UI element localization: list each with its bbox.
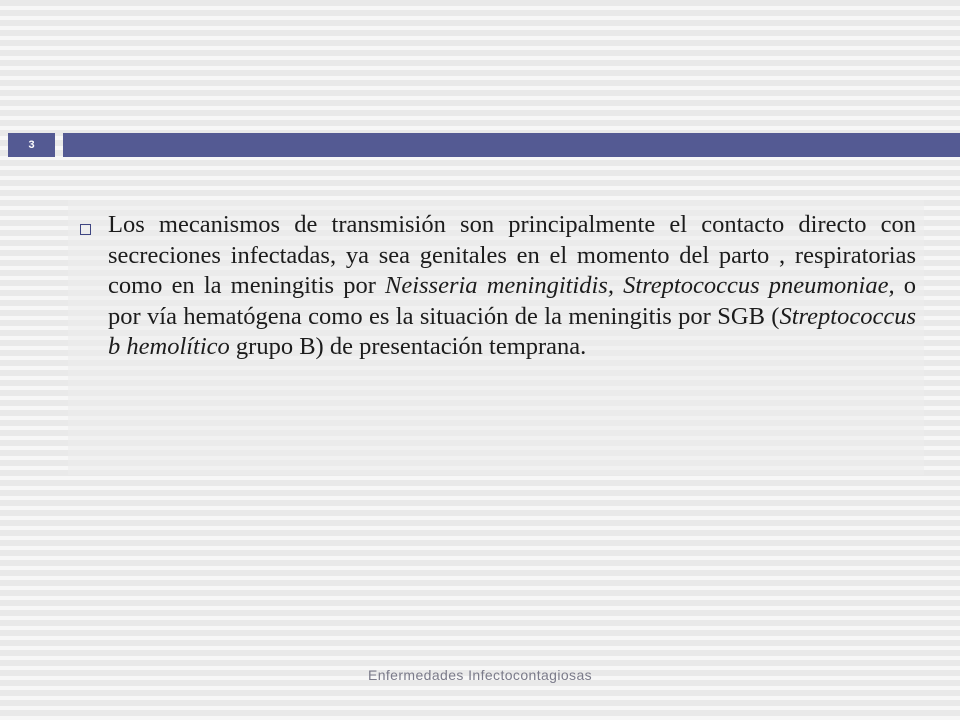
bullet-text-italic-1: Neisseria meningitidis, Streptococcus pneumoniae, [385,272,895,299]
hollow-square-bullet-icon [80,224,91,235]
bullet-text-part-2: o por vía hematógena como es la situación de la meningitis por SGB ( [108,272,916,330]
header-bar [63,133,960,157]
slide-number-badge [8,133,55,157]
bullet-text [108,210,916,363]
slide-number: 3 [28,139,35,151]
bullet-text-part-1: Los mecanismos de transmisión son principalmente el contacto directo con secreciones infectadas, ya sea genitales en el momento del parto , respiratorias como en la meningitis por [108,211,916,299]
content-area [68,200,924,475]
bullet-item [80,210,916,363]
bullet-text-part-3: grupo B) de presentación temprana. [229,333,587,360]
bullet-text-italic-2: Streptococcus b hemolítico [108,302,916,360]
footer-text: Enfermedades Infectocontagiosas [367,667,593,683]
